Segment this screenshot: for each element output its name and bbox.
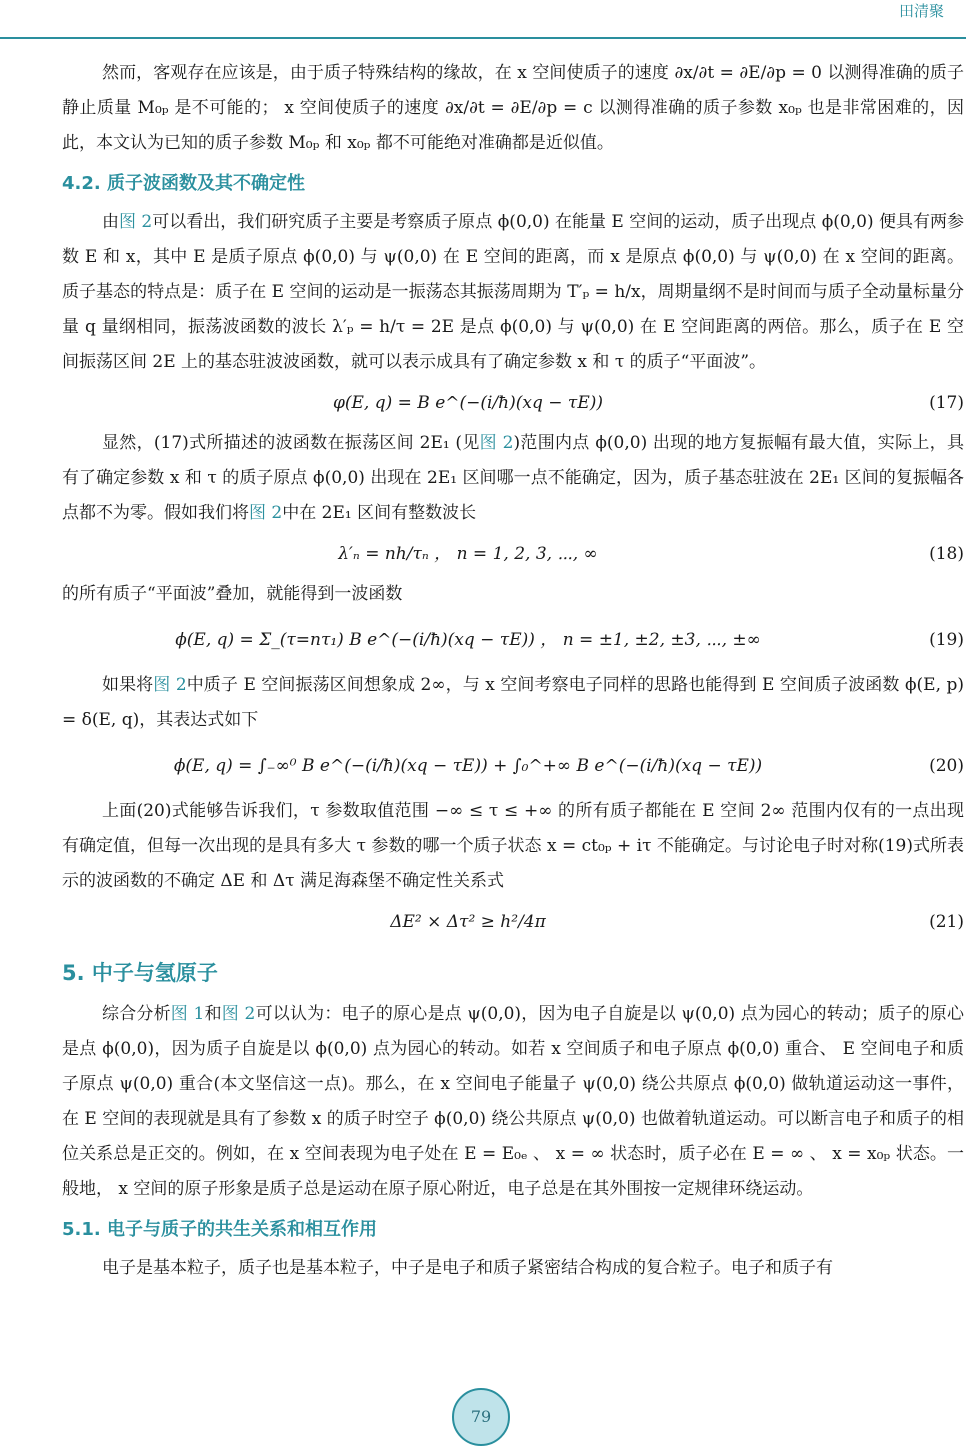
equation-20-body: ϕ(E, q) = ∫₋∞⁰ B e^(−(i/ħ)(xq − τE)) + ∫₀^+∞ B e^(−(i/ħ)(xq − τE)) <box>173 756 763 776</box>
paragraph-5-rest: 中质子 E 空间振荡区间想象成 2∞，与 x 空间考察电子同样的思路也能得到 E 空间质子波函数 ϕ(E, p) = δ(E, q)，其表达式如下 <box>62 675 964 730</box>
paragraph-5 <box>62 668 964 738</box>
paragraph-2-start: 由 <box>102 212 120 232</box>
paragraph-8: 电子是基本粒子，质子也是基本粒子，中子是电子和质子紧密结合构成的复合粒子。电子和质子有 <box>102 1258 833 1278</box>
equation-17-body: φ(E, q) = B e^(−(i/ħ)(xq − τE)) <box>332 393 603 413</box>
figure-2-link[interactable]: 图 2 <box>479 433 514 453</box>
equation-20 <box>62 738 964 794</box>
paragraph-3-start: 显然，(17)式所描述的波函数在振荡区间 2E₁ (见 <box>102 433 480 453</box>
section-heading-5: 5. 中子与氢原子 <box>62 961 218 985</box>
paragraph-3-mid: )范围内点 ϕ(0,0) 出现的地方复振幅有最大值，实际上，具有了确定参数 x 和 τ 的质子原点 ϕ(0,0) 出现在 2E₁ 区间哪一点不能确定，因为，质子基态驻波在 2E₁ 区间的复振幅各点都不为零。假如我们将 <box>62 433 964 523</box>
paragraph-5-start: 如果将 <box>102 675 154 695</box>
paragraph-6: 上面(20)式能够告诉我们，τ 参数取值范围 −∞ ≤ τ ≤ +∞ 的所有质子都能在 E 空间 2∞ 范围内仅有的一点出现有确定值，但每一次出现的是具有多大 τ 参数的哪一个质子状态 x = ct₀ₚ + iτ 不能确定。与讨论电子时对称(19)式所表示的波函数的不确定 ΔE 和 Δτ 满足海森堡不确定性关系式 <box>62 801 964 891</box>
equation-21-number: (21) <box>929 912 964 932</box>
page-number-badge: 79 <box>452 1388 510 1446</box>
section-heading-5-1: 5.1. 电子与质子的共生关系和相互作用 <box>62 1219 377 1240</box>
figure-2-link[interactable]: 图 2 <box>153 675 187 695</box>
equation-19-body: ϕ(E, q) = Σ_(τ=nτ₁) B e^(−(i/ħ)(xq − τE)) ， n = ±1, ±2, ±3, ⋯, ±∞ <box>175 630 761 650</box>
paragraph-7-start: 综合分析 <box>102 1004 171 1024</box>
figure-2-link[interactable]: 图 2 <box>249 503 283 523</box>
paragraph-1: 然而，客观存在应该是，由于质子特殊结构的缘故，在 x 空间使质子的速度 ∂x/∂t = ∂E/∂p = 0 以测得准确的质子静止质量 M₀ₚ 是不可能的； x 空间使质子的速度 ∂x/∂t = ∂E/∂p = c 以测得准确的质子参数 x₀ₚ 也是非常困难的，因此，本文认为已知的质子参数 M₀ₚ 和 x₀ₚ 都不可能绝对准确都是近似值。 <box>62 63 964 153</box>
header-rule <box>0 37 966 39</box>
paragraph-7-and: 和 <box>204 1004 222 1024</box>
figure-2-link[interactable]: 图 2 <box>221 1004 256 1024</box>
equation-17-number: (17) <box>929 393 964 413</box>
paragraph-3 <box>62 426 964 531</box>
equation-19 <box>62 612 964 668</box>
paragraph-2-rest: 可以看出，我们研究质子主要是考察质子原点 ϕ(0,0) 在能量 E 空间的运动，质子出现点 ϕ(0,0) 便具有两参数 E 和 x，其中 E 是质子原点 ϕ(0,0) 与 ψ(0,0) 在 E 空间的距离，而 x 是原点 ϕ(0,0) 与 ψ(0,0) 在 x 空间的距离。质子基态的特点是：质子在 E 空间的运动是一振荡态其振荡周期为 T′ₚ = h/x，周期量纲不是时间而与质子全动量标量分量 q 量纲相同，振荡波函数的波长 λ′ₚ = h/τ = 2E 是点 ϕ(0,0) 与 ψ(0,0) 在 E 空间距离的两倍。那么，质子在 E 空间振荡区间 2E 上的基态驻波波函数，就可以表示成具有了确定参数 x 和 τ 的质子“平面波”。 <box>62 212 965 372</box>
equation-21-body: ΔE² × Δτ² ≥ h²/4π <box>390 912 546 932</box>
equation-17 <box>62 380 964 426</box>
paragraph-3-end: 中在 2E₁ 区间有整数波长 <box>282 503 477 523</box>
equation-21 <box>62 899 964 945</box>
paragraph-7-rest: 可以认为：电子的原心是点 ψ(0,0)，因为电子自旋是以 ψ(0,0) 点为园心的转动；质子的原心是点 ϕ(0,0)，因为质子自旋是以 ϕ(0,0) 点为园心的转动。如若 x 空间质子和电子原点 ϕ(0,0) 重合、 E 空间电子和质子原点 ψ(0,0) 重合(本文坚信这一点)。那么，在 x 空间电子能量子 ψ(0,0) 绕公共原点 ϕ(0,0) 做轨道运动这一事件，在 E 空间的表现就是具有了参数 x 的质子时空子 ϕ(0,0) 绕公共原点 ψ(0,0) 也做着轨道运动。可以断言电子和质子的相位关系总是正交的。例如，在 x 空间表现为电子处在 E = E₀ₑ 、 x = ∞ 状态时，质子必在 E = ∞ 、 x = x₀ₚ 状态。一般地， x 空间的原子形象是质子总是运动在原子原心附近，电子总是在其外围按一定规律环绕运动。 <box>62 1004 965 1199</box>
equation-18 <box>62 531 964 577</box>
equation-19-number: (19) <box>929 630 964 650</box>
figure-2-link[interactable]: 图 2 <box>119 212 153 232</box>
paragraph-2 <box>62 205 964 380</box>
header-author: 田清聚 <box>898 2 944 20</box>
page-content <box>62 56 964 1286</box>
paragraph-4: 的所有质子“平面波”叠加，就能得到一波函数 <box>62 584 403 604</box>
section-heading-4-2: 4.2. 质子波函数及其不确定性 <box>62 173 305 194</box>
equation-20-number: (20) <box>929 756 964 776</box>
equation-18-number: (18) <box>929 544 964 564</box>
paragraph-7 <box>62 997 964 1207</box>
equation-18-body: λ′ₙ = nh/τₙ ， n = 1, 2, 3, ⋯, ∞ <box>338 544 598 564</box>
figure-1-link[interactable]: 图 1 <box>170 1004 205 1024</box>
